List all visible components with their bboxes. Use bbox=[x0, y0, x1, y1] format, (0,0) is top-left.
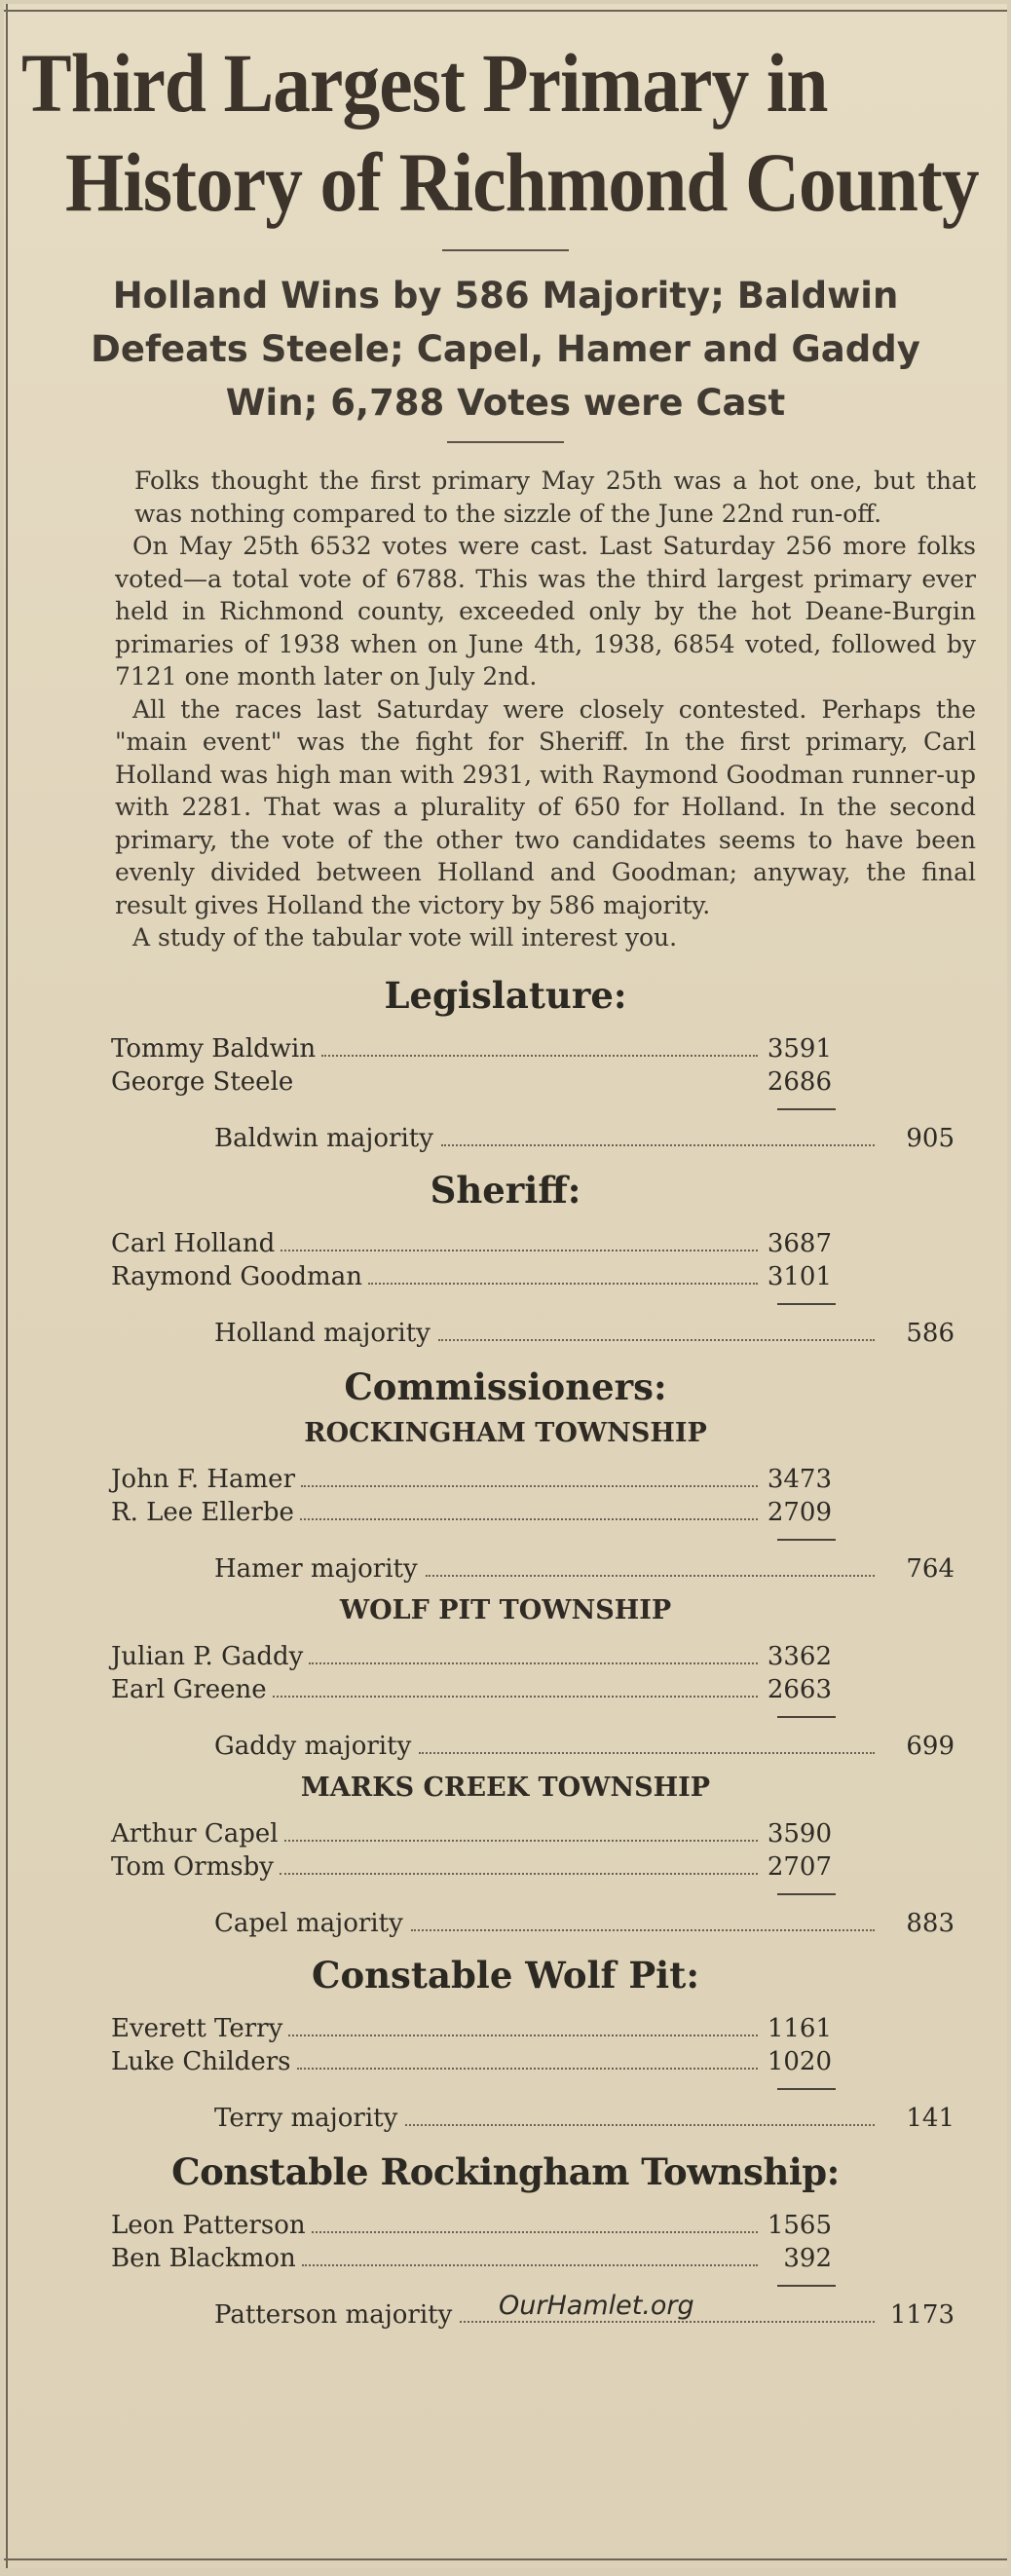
leader-dots bbox=[321, 1055, 758, 1057]
section-title-commissioners: Commissioners: bbox=[344, 1364, 667, 1408]
vote-count: 2663 bbox=[767, 1674, 832, 1704]
leader-dots bbox=[426, 1575, 875, 1577]
leader-dots bbox=[301, 1485, 758, 1487]
subheadline-line: Win; 6,788 Votes were Cast bbox=[225, 382, 786, 424]
headline-line-1: Third Largest Primary in bbox=[21, 36, 828, 130]
result-row bbox=[111, 1065, 832, 1099]
divider bbox=[447, 441, 564, 443]
result-row bbox=[111, 1817, 832, 1850]
candidate-name: Ben Blackmon bbox=[111, 2243, 296, 2273]
leader-dots bbox=[297, 2068, 759, 2070]
result-row bbox=[111, 1673, 832, 1706]
majority-row bbox=[214, 1730, 955, 1763]
candidate-name: Earl Greene bbox=[111, 1674, 267, 1704]
sum-rule bbox=[777, 1893, 836, 1895]
candidate-name: Tom Ormsby bbox=[111, 1851, 274, 1882]
majority-value: 883 bbox=[906, 1908, 955, 1938]
candidate-name: Leon Patterson bbox=[111, 2210, 306, 2240]
candidate-name: Julian P. Gaddy bbox=[111, 1641, 304, 1671]
headline-line-2: History of Richmond County bbox=[65, 135, 979, 229]
paragraph: All the races last Saturday were closely contested. Perhaps the "main event" was the fight for Sheriff. In the first primary, Carl Holland was high man with 2931, with Raymond Goodman runner-up with 2281. That was a plurality of 650 for Holland. In the second primary, the vote of the other two candidates seems to have been evenly divided between Holland and Goodman; anyway, the final result gives Holland the victory by 586 majority. bbox=[115, 694, 976, 919]
candidate-name: Carl Holland bbox=[111, 1228, 276, 1258]
leader-dots bbox=[288, 2035, 758, 2036]
leader-dots bbox=[302, 2264, 758, 2266]
leader-dots bbox=[441, 1144, 875, 1146]
majority-label: Terry majority bbox=[214, 2103, 398, 2133]
paragraph: Folks thought the first primary May 25th was a hot one, but that was nothing compared to the sizzle of the June 22nd run-off. bbox=[134, 467, 976, 528]
vote-count: 3687 bbox=[767, 1228, 832, 1258]
result-row bbox=[111, 1032, 832, 1065]
subheadline-line: Defeats Steele; Capel, Hamer and Gaddy bbox=[91, 328, 920, 370]
subheadline bbox=[31, 269, 980, 429]
left-border bbox=[6, 4, 8, 2568]
majority-value: 1173 bbox=[889, 2299, 955, 2330]
result-row bbox=[111, 1260, 832, 1293]
majority-label: Baldwin majority bbox=[214, 1123, 433, 1153]
sum-rule bbox=[777, 1108, 836, 1110]
candidate-name: Everett Terry bbox=[111, 2013, 283, 2043]
majority-row bbox=[214, 2102, 955, 2135]
watermark: OurHamlet.org bbox=[499, 2291, 694, 2321]
township-heading: WOLF PIT TOWNSHIP bbox=[339, 1594, 672, 1625]
vote-count: 3591 bbox=[767, 1033, 832, 1064]
candidate-name: Raymond Goodman bbox=[111, 1261, 362, 1291]
vote-count: 1020 bbox=[767, 2046, 832, 2076]
majority-label: Gaddy majority bbox=[214, 1731, 412, 1761]
leader-dots bbox=[405, 2124, 875, 2126]
majority-value: 586 bbox=[906, 1318, 955, 1348]
article-body bbox=[21, 465, 990, 954]
result-row bbox=[111, 2209, 832, 2242]
paragraph: On May 25th 6532 votes were cast. Last Saturday 256 more folks voted—a total vote of 6788. This was the third largest primary ever held in Richmond county, exceeded only by the hot Deane-Burgin primaries of 1938 when on June 4th, 1938, 6854 voted, followed by 7121 one month later on July 2nd. bbox=[115, 532, 976, 691]
result-row bbox=[111, 1640, 832, 1673]
leader-dots bbox=[438, 1339, 875, 1341]
result-row bbox=[111, 1496, 832, 1529]
leader-dots bbox=[411, 1929, 875, 1931]
vote-count: 3101 bbox=[767, 1261, 832, 1291]
vote-count: 1565 bbox=[767, 2210, 832, 2240]
vote-count: 3362 bbox=[767, 1641, 832, 1671]
candidate-name: Luke Childers bbox=[111, 2046, 291, 2076]
majority-label: Capel majority bbox=[214, 1908, 403, 1938]
majority-value: 905 bbox=[906, 1123, 955, 1153]
vote-count: 2709 bbox=[767, 1497, 832, 1527]
result-row bbox=[111, 1463, 832, 1496]
leader-dots bbox=[273, 1696, 758, 1698]
leader-dots bbox=[300, 1518, 758, 1520]
result-row bbox=[111, 2012, 832, 2045]
majority-label: Hamer majority bbox=[214, 1553, 418, 1584]
result-row bbox=[111, 1227, 832, 1260]
leader-dots bbox=[419, 1752, 875, 1754]
sum-rule bbox=[777, 2285, 836, 2287]
leader-dots bbox=[309, 1662, 758, 1664]
vote-count: 1161 bbox=[767, 2013, 832, 2043]
candidate-name: John F. Hamer bbox=[111, 1464, 295, 1494]
majority-value: 699 bbox=[906, 1731, 955, 1761]
result-row bbox=[111, 2242, 832, 2275]
leader-dots bbox=[280, 1873, 758, 1875]
sum-rule bbox=[777, 1303, 836, 1305]
majority-row bbox=[214, 1907, 955, 1940]
leader-dots bbox=[312, 2231, 758, 2233]
newspaper-clipping bbox=[4, 4, 1007, 2568]
vote-count: 392 bbox=[783, 2243, 832, 2273]
majority-value: 764 bbox=[906, 1553, 955, 1584]
leader-dots bbox=[284, 1840, 758, 1842]
section-title-constable-wolf-pit: Constable Wolf Pit: bbox=[312, 1953, 699, 1997]
subheadline-line: Holland Wins by 586 Majority; Baldwin bbox=[112, 275, 899, 317]
result-row bbox=[111, 2045, 832, 2078]
divider bbox=[442, 249, 569, 251]
vote-count: 2707 bbox=[767, 1851, 832, 1882]
majority-row bbox=[214, 1317, 955, 1350]
paragraph: A study of the tabular vote will interest you. bbox=[132, 923, 678, 952]
candidate-name: Arthur Capel bbox=[111, 1818, 279, 1848]
majority-row bbox=[214, 1552, 955, 1586]
result-row bbox=[111, 1850, 832, 1884]
vote-count: 3473 bbox=[767, 1464, 832, 1494]
vote-count: 3590 bbox=[767, 1818, 832, 1848]
candidate-name: George Steele bbox=[111, 1066, 294, 1097]
sum-rule bbox=[777, 1539, 836, 1541]
majority-label: Holland majority bbox=[214, 1318, 431, 1348]
candidate-name: R. Lee Ellerbe bbox=[111, 1497, 294, 1527]
section-title-legislature: Legislature: bbox=[384, 973, 627, 1017]
headline bbox=[21, 4, 986, 232]
township-heading: ROCKINGHAM TOWNSHIP bbox=[304, 1417, 707, 1448]
leader-dots bbox=[281, 1250, 758, 1251]
sum-rule bbox=[777, 2088, 836, 2090]
vote-count: 2686 bbox=[767, 1066, 832, 1097]
candidate-name: Tommy Baldwin bbox=[111, 1033, 317, 1064]
section-title-sheriff: Sheriff: bbox=[430, 1168, 581, 1212]
bottom-border bbox=[4, 2558, 1007, 2560]
township-heading: MARKS CREEK TOWNSHIP bbox=[300, 1772, 711, 1803]
majority-row bbox=[214, 1122, 955, 1155]
sum-rule bbox=[777, 1716, 836, 1718]
section-title-constable-rockingham: Constable Rockingham Township: bbox=[171, 2149, 840, 2193]
leader-dots bbox=[368, 1283, 758, 1285]
majority-value: 141 bbox=[906, 2103, 955, 2133]
majority-label: Patterson majority bbox=[214, 2299, 453, 2330]
